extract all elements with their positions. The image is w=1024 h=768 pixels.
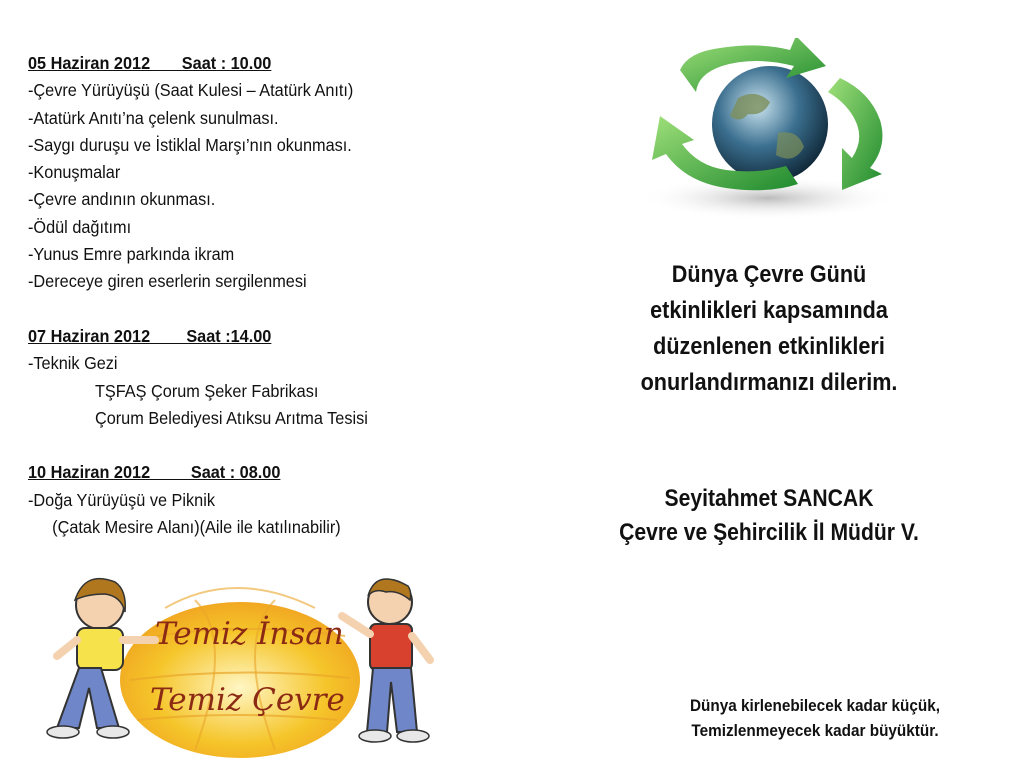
motto-line: Dünya kirlenebilecek kadar küçük, — [689, 696, 941, 715]
day1-heading: 05 Haziran 2012 Saat : 10.00 — [28, 53, 272, 73]
signature-name: Seyitahmet SANCAK — [664, 485, 874, 512]
invitation-line: düzenlenen etkinlikleri — [653, 333, 885, 360]
motto — [658, 693, 973, 743]
day1-item: -Çevre Yürüyüşü (Saat Kulesi – Atatürk Anıtı) — [28, 80, 354, 101]
day2-subitem: TŞFAŞ Çorum Şeker Fabrikası — [94, 380, 319, 401]
day3-heading: 10 Haziran 2012 Saat : 08.00 — [28, 462, 281, 483]
day1-item: -Yunus Emre parkında ikram — [28, 244, 235, 265]
day2-subitem: Çorum Belediyesi Atıksu Arıtma Tesisi — [94, 407, 368, 428]
day1-item: -Atatürk Anıtı’na çelenk sunulması. — [28, 107, 279, 128]
banner-line2: Temiz Çevre — [150, 682, 345, 718]
day1-item: -Çevre andının okunması. — [28, 189, 216, 210]
invitation-line: onurlandırmanızı dilerim. — [640, 369, 898, 396]
motto-line: Temizlenmeyecek kadar büyüktür. — [691, 721, 939, 740]
day1-item: -Konuşmalar — [28, 162, 121, 183]
day2-item: -Teknik Gezi — [28, 353, 118, 374]
banner-line1: Temiz İnsan — [155, 616, 344, 652]
recycle-globe-image — [618, 38, 908, 233]
day1-item: -Ödül dağıtımı — [28, 216, 132, 237]
clean-environment-illustration — [15, 560, 455, 760]
signature-block — [615, 482, 923, 550]
day3-subitem: (Çatak Mesire Alanı)(Aile ile katılınabilir) — [52, 517, 341, 538]
event-program — [28, 50, 468, 541]
invitation-line: Dünya Çevre Günü — [671, 261, 867, 288]
invitation-line: etkinlikleri kapsamında — [650, 297, 888, 324]
day1-item: -Dereceye giren eserlerin sergilenmesi — [28, 271, 307, 292]
invitation-text — [612, 257, 927, 401]
day1-item: -Saygı duruşu ve İstiklal Marşı’nın okunması. — [28, 134, 352, 155]
day3-item: -Doğa Yürüyüşü ve Piknik — [28, 489, 215, 510]
day2-heading: 07 Haziran 2012 Saat :14.00 — [28, 325, 272, 346]
signature-title: Çevre ve Şehircilik İl Müdür V. — [619, 519, 919, 546]
